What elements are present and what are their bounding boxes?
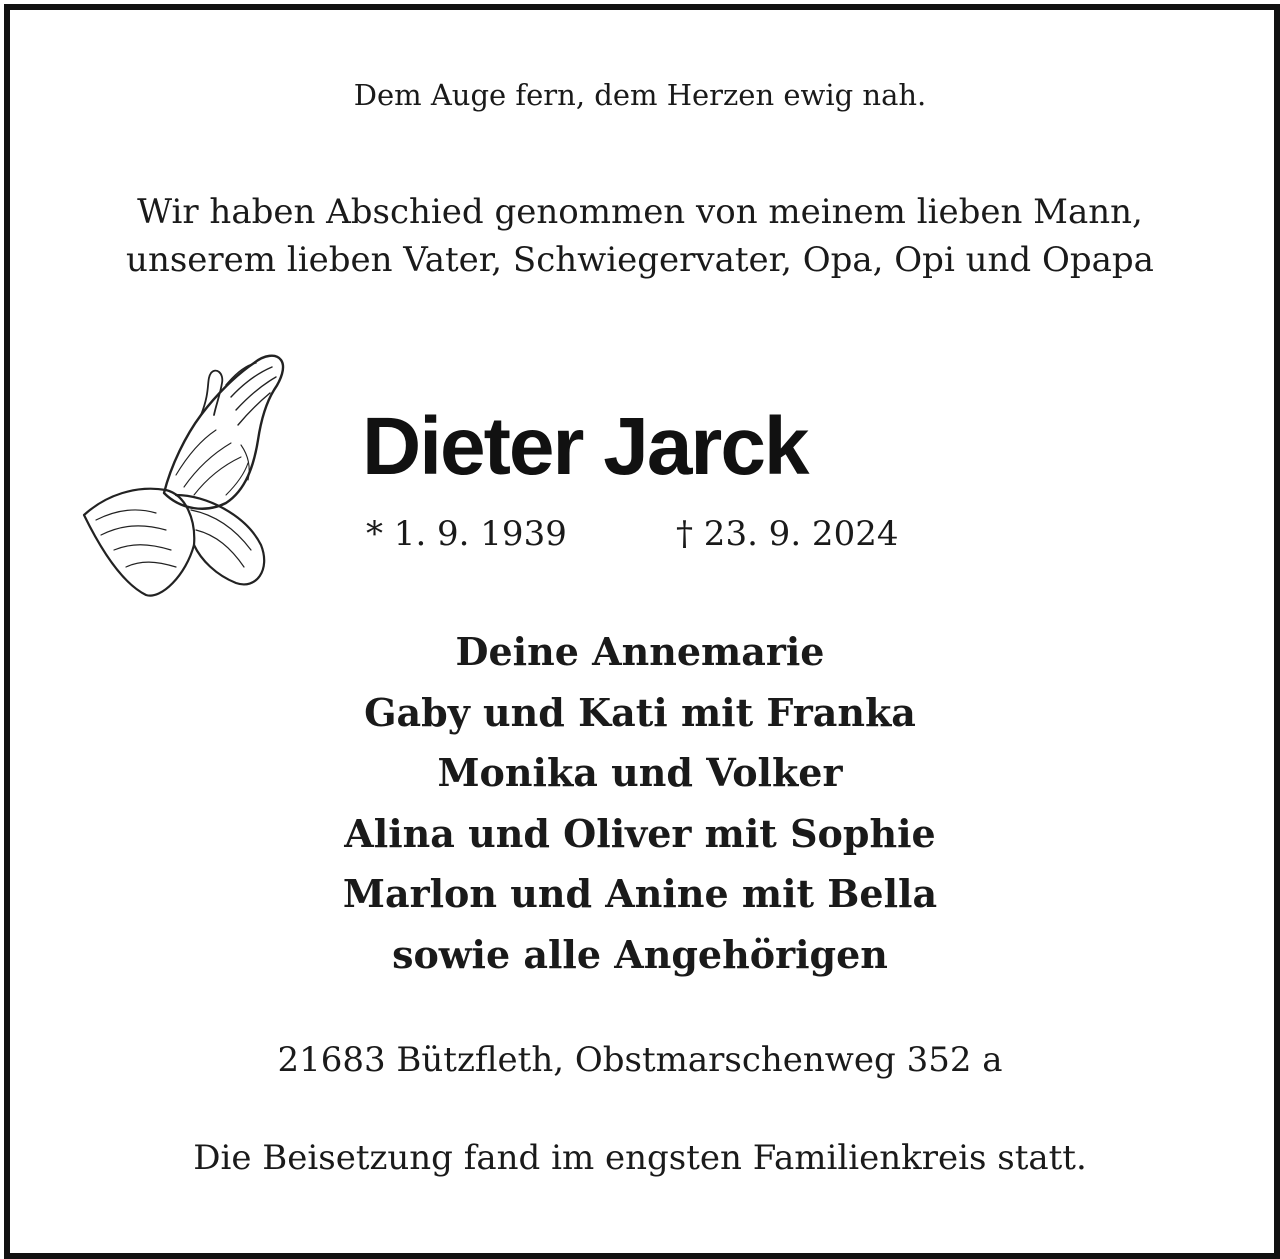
deceased-name: Dieter Jarck	[362, 401, 808, 492]
intro-line-1: Wir haben Abschied genommen von meinem lieben Mann,	[137, 192, 1143, 232]
mourner-line: sowie alle Angehörigen	[392, 931, 888, 977]
mourners-list	[0, 622, 1280, 985]
intro-text	[0, 188, 1280, 284]
death-date: † 23. 9. 2024	[676, 514, 899, 554]
motto: Dem Auge fern, dem Herzen ewig nah.	[353, 78, 927, 112]
praying-hands-icon	[76, 345, 298, 603]
address: 21683 Bützfleth, Obstmarschenweg 352 a	[277, 1040, 1003, 1080]
birth-date: * 1. 9. 1939	[366, 514, 567, 554]
mourner-line: Deine Annemarie	[455, 629, 825, 674]
funeral-note: Die Beisetzung fand im engsten Familienkreis statt.	[193, 1138, 1087, 1178]
mourner-line: Monika und Volker	[437, 750, 843, 795]
mourner-line: Alina und Oliver mit Sophie	[344, 810, 936, 856]
intro-line-2: unserem lieben Vater, Schwiegervater, Opa, Opi und Opapa	[126, 240, 1154, 280]
mourner-line: Gaby und Kati mit Franka	[364, 689, 916, 735]
mourner-line: Marlon und Anine mit Bella	[342, 871, 938, 916]
